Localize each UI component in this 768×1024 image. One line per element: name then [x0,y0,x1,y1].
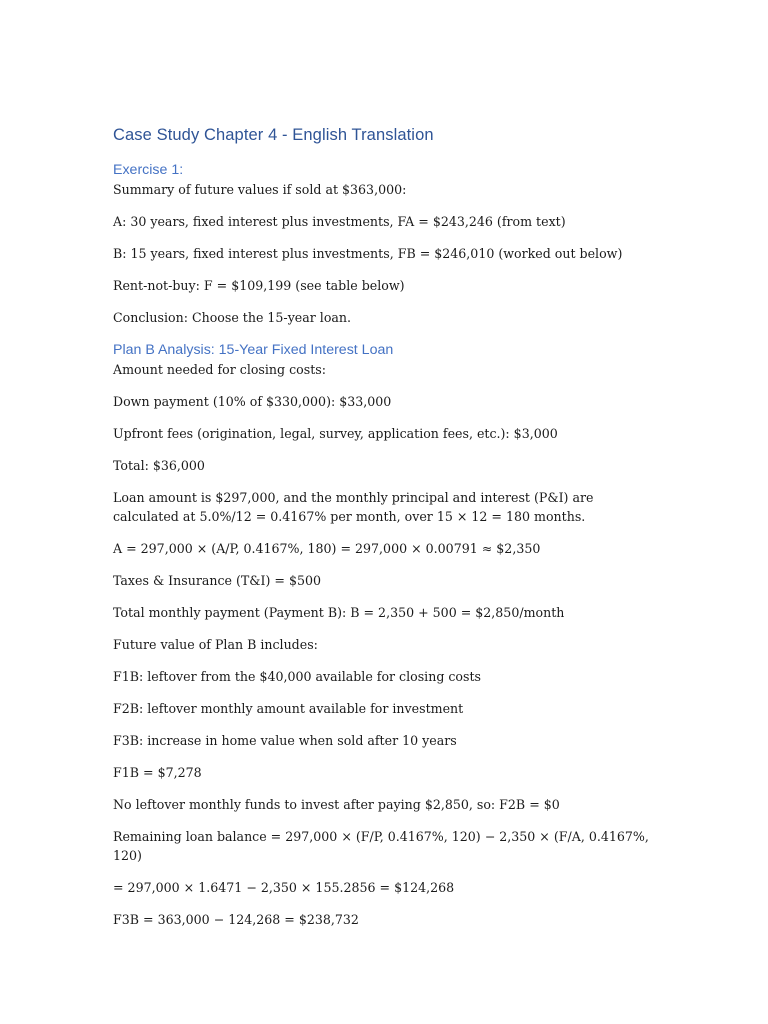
paragraph: F1B: leftover from the $40,000 available for closing costs [113,669,482,684]
paragraph: F1B = $7,278 [113,765,202,780]
paragraph: A = 297,000 × (A/P, 0.4167%, 180) = 297,000 × 0.00791 ≈ $2,350 [113,541,541,556]
paragraph: Remaining loan balance = 297,000 × (F/P, 0.4167%, 120) − 2,350 × (F/A, 0.4167%, 120) [113,829,649,863]
paragraph: Amount needed for closing costs: [113,362,326,377]
exercise1-heading: Exercise 1: [113,162,184,178]
paragraph: F3B = 363,000 − 124,268 = $238,732 [113,912,359,927]
paragraph: Rent-not-buy: F = $109,199 (see table below) [113,278,405,293]
paragraph: = 297,000 × 1.6471 − 2,350 × 155.2856 = $124,268 [113,880,455,895]
paragraph: Future value of Plan B includes: [113,637,318,652]
planb-heading: Plan B Analysis: 15-Year Fixed Interest Loan [113,342,394,358]
paragraph: Taxes & Insurance (T&I) = $500 [113,573,321,588]
paragraph: Loan amount is $297,000, and the monthly principal and interest (P&I) are calculated at 5.0%/12 = 0.4167% per month, over 15 × 12 = 180 months. [113,490,594,524]
paragraph: F3B: increase in home value when sold after 10 years [113,733,457,748]
document-title: Case Study Chapter 4 - English Translation [113,126,434,144]
paragraph: Upfront fees (origination, legal, survey, application fees, etc.): $3,000 [113,426,558,441]
document-page [113,124,653,942]
paragraph: F2B: leftover monthly amount available for investment [113,701,464,716]
paragraph: Total: $36,000 [113,458,205,473]
paragraph: Total monthly payment (Payment B): B = 2,350 + 500 = $2,850/month [113,605,565,620]
paragraph: A: 30 years, fixed interest plus investments, FA = $243,246 (from text) [113,214,566,229]
paragraph: Down payment (10% of $330,000): $33,000 [113,394,392,409]
paragraph: Conclusion: Choose the 15-year loan. [113,310,352,325]
paragraph: No leftover monthly funds to invest after paying $2,850, so: F2B = $0 [113,797,560,812]
paragraph: Summary of future values if sold at $363,000: [113,182,407,197]
paragraph: B: 15 years, fixed interest plus investments, FB = $246,010 (worked out below) [113,246,623,261]
